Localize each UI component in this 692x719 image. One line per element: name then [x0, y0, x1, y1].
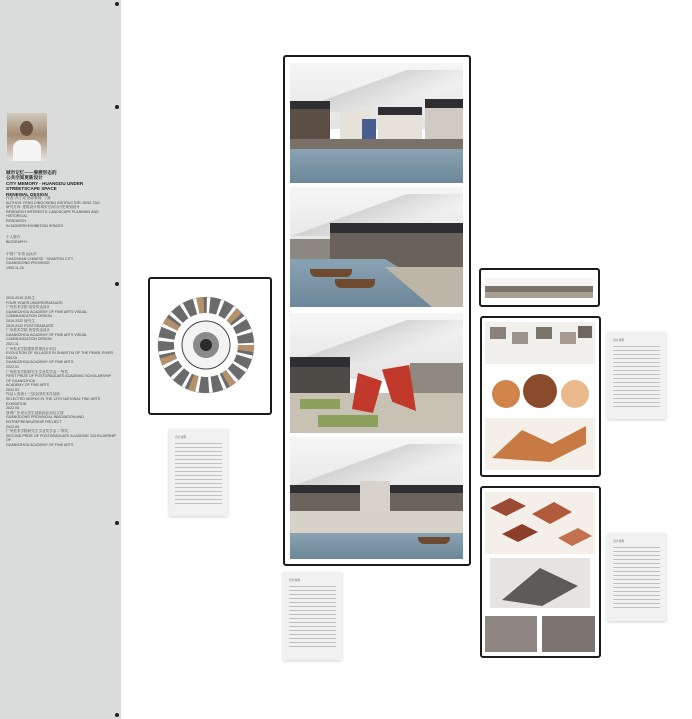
portrait-head: [20, 121, 33, 136]
radial-diagram-board[interactable]: [148, 277, 272, 415]
bubble-orange: [492, 380, 520, 408]
project-title: 城市记忆——寮渡形态的 公共空间更新设计 CITY MEMORY · HUANGDU UNDER STREETSCAPE SPACE RENEWAL DESIGN: [6, 170, 84, 197]
mountain-sketch: [290, 320, 463, 362]
photo-thumb: [542, 616, 595, 652]
main-render-board[interactable]: [283, 55, 471, 566]
photo-thumb: [536, 327, 552, 339]
biography-label: 个人简介 BIOGRAPHY: [6, 235, 28, 244]
card-heading: 设计说明: [613, 539, 625, 543]
lawn: [318, 415, 378, 427]
boat: [335, 279, 375, 288]
analysis-diagram: [482, 318, 598, 474]
rail-dot: [115, 713, 119, 717]
description-card[interactable]: [169, 429, 228, 516]
education-timeline: 2015-2019 本科生 FOUR YEARS UNDERGRADUATE 广州美术学院 视觉传达设计 GUANGZHOU ACADEMY OF FINE ARTS VISUAL COMMUNICATION DESIGN 2019-2022 研究生 2019-2022 POSTGRADUATE 广州美术学院 视觉传达设计 GUANGZHOU ACADEMY OF FINE ARTS VISUAL COMMUNICATION DESIGN 2021.11 广州美术学院建筑景观设计项目 EVOLUTION OF VILLAGES IN SHANTOU OF THE PEARL RIVER DELTA GUANGZHOU ACADEMY OF FINE ARTS 2022.01 广州美术学院研究生学业奖学金 一等奖 FIRST PRIZE OF POSTGRADUATE ACADEMIC SCHOLARSHIP OF GUANGZHOU ACADEMY OF FINE ARTS 2022.03 作品入选第十三届全国美术作品展 SELECTED WORKS IN THE 13TH NATIONAL FINE ARTS EXHIBITION 2022.05 获得广东省大学生创新创业项目立项 GUANGDONG PROVINCIAL INNOVATION AND ENTREPRENEURSHIP PROJECT 2022.06 广州美术学院研究生学业奖学金 二等奖 SECOND PRIZE OF POSTGRADUATE ACADEMIC SCHOLARSHIP OF GUANGZHOU ACADEMY OF FINE ARTS: [6, 296, 116, 447]
quay: [290, 139, 463, 149]
card-heading: 设计说明: [613, 338, 625, 342]
card-heading: 设计说明: [175, 435, 187, 439]
axonometric-board[interactable]: [480, 486, 601, 658]
photo-thumb: [560, 332, 576, 344]
card-body-lines: [175, 443, 222, 506]
rail-dot: [115, 105, 119, 109]
massing-plan: [485, 492, 595, 554]
photo-thumb: [578, 326, 592, 338]
origin-info: 中国 广东省 汕头市 CHAOSHAN CHINESE · SHANTOU CITY GUANGDONG PROVINCE 1995.11.26: [6, 252, 74, 270]
render-red-pavilion: [290, 313, 463, 433]
street-elevation: [485, 278, 593, 298]
description-card[interactable]: [607, 332, 666, 419]
building: [362, 119, 376, 139]
author-portrait: [7, 113, 47, 161]
card-heading: 设计说明: [289, 578, 301, 582]
boat: [418, 537, 450, 544]
building: [378, 115, 422, 139]
building: [290, 109, 330, 139]
rail-dot: [115, 282, 119, 286]
photo-thumb: [512, 332, 528, 344]
bubble-brown: [523, 374, 557, 408]
building: [425, 108, 463, 139]
card-body-lines: [613, 547, 660, 611]
rail-dot: [115, 521, 119, 525]
radial-diagram: [150, 279, 269, 412]
portrait-body: [13, 140, 41, 161]
lawn: [300, 399, 340, 409]
building: [290, 367, 350, 393]
sidebar-panel: [0, 0, 121, 719]
author-credits: 作者: 冯丁成 指导教师: 丁涛 AUTHOR: FENG DINGCHENG INSTRUCTOR: DING TAO 研究方向: 建筑设计的城市空间与历史规划设计 RESEARCH INTERESTS: LANDSCAPE PLANNING AND HISTORICAL RESEARCH IN MODERN EXHIBITION SPACES: [6, 196, 100, 228]
roof: [378, 107, 422, 115]
photo-thumb: [490, 327, 506, 339]
elevation-strip-board[interactable]: [479, 268, 600, 307]
card-body-lines: [289, 586, 336, 650]
plaza: [290, 511, 463, 533]
canal-water: [290, 149, 463, 183]
roof: [330, 223, 463, 233]
building: [410, 363, 463, 393]
boat: [310, 269, 352, 277]
card-body-lines: [613, 346, 660, 409]
roof: [290, 101, 330, 109]
description-card[interactable]: [607, 533, 666, 621]
roof: [425, 99, 463, 108]
description-card[interactable]: [283, 572, 342, 660]
render-streetscape-1: [290, 63, 463, 183]
axonometric-diagram: [482, 488, 598, 655]
center-dot: [200, 339, 212, 351]
photo-thumb: [485, 616, 537, 652]
render-riverside-plaza: [290, 437, 463, 559]
gatehouse: [360, 481, 390, 511]
render-canal-boats: [290, 187, 463, 307]
roof: [290, 357, 350, 367]
analysis-board[interactable]: [480, 316, 601, 477]
rail-dot: [115, 2, 119, 6]
bubble-light: [561, 380, 589, 408]
